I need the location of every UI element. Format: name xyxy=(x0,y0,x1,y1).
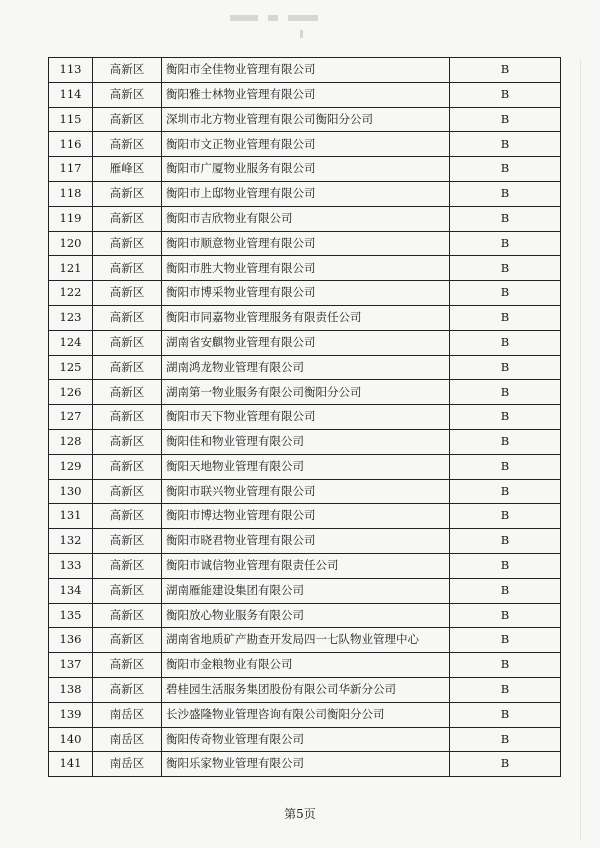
page-number: 第5页 xyxy=(284,807,316,821)
row-district: 高新区 xyxy=(93,479,162,504)
row-grade: B xyxy=(450,628,561,653)
row-number: 135 xyxy=(49,603,93,628)
row-grade: B xyxy=(450,429,561,454)
row-district: 高新区 xyxy=(93,603,162,628)
row-company-name: 湖南省地质矿产勘查开发局四一七队物业管理中心 xyxy=(162,628,450,653)
row-number: 122 xyxy=(49,281,93,306)
row-district: 高新区 xyxy=(93,330,162,355)
table-row xyxy=(49,702,561,727)
row-grade: B xyxy=(450,603,561,628)
row-number: 139 xyxy=(49,702,93,727)
row-number: 126 xyxy=(49,380,93,405)
row-grade: B xyxy=(450,281,561,306)
row-district: 高新区 xyxy=(93,504,162,529)
row-company-name: 衡阳市晓君物业管理有限公司 xyxy=(162,529,450,554)
row-grade: B xyxy=(450,479,561,504)
row-grade: B xyxy=(450,727,561,752)
table-row xyxy=(49,256,561,281)
row-company-name: 湖南鸿龙物业管理有限公司 xyxy=(162,355,450,380)
row-grade: B xyxy=(450,454,561,479)
row-company-name: 碧桂园生活服务集团股份有限公司华新分公司 xyxy=(162,677,450,702)
row-grade: B xyxy=(450,330,561,355)
row-number: 125 xyxy=(49,355,93,380)
table-row xyxy=(49,405,561,430)
row-grade: B xyxy=(450,752,561,777)
row-district: 高新区 xyxy=(93,429,162,454)
row-district: 高新区 xyxy=(93,355,162,380)
table-row xyxy=(49,330,561,355)
row-grade: B xyxy=(450,355,561,380)
row-district: 南岳区 xyxy=(93,702,162,727)
table-row xyxy=(49,305,561,330)
row-grade: B xyxy=(450,82,561,107)
row-company-name: 衡阳市全佳物业管理有限公司 xyxy=(162,58,450,83)
row-number: 141 xyxy=(49,752,93,777)
row-district: 高新区 xyxy=(93,578,162,603)
row-grade: B xyxy=(450,305,561,330)
row-number: 117 xyxy=(49,157,93,182)
row-number: 130 xyxy=(49,479,93,504)
row-number: 128 xyxy=(49,429,93,454)
row-grade: B xyxy=(450,157,561,182)
row-grade: B xyxy=(450,380,561,405)
row-district: 高新区 xyxy=(93,206,162,231)
row-district: 高新区 xyxy=(93,181,162,206)
table-row xyxy=(49,529,561,554)
row-company-name: 衡阳市广厦物业服务有限公司 xyxy=(162,157,450,182)
table-row xyxy=(49,231,561,256)
row-company-name: 湖南省安麒物业管理有限公司 xyxy=(162,330,450,355)
row-company-name: 湖南雁能建设集团有限公司 xyxy=(162,578,450,603)
table-row xyxy=(49,380,561,405)
row-company-name: 衡阳市胜大物业管理有限公司 xyxy=(162,256,450,281)
table-row xyxy=(49,281,561,306)
row-grade: B xyxy=(450,256,561,281)
row-number: 123 xyxy=(49,305,93,330)
table-row xyxy=(49,454,561,479)
row-grade: B xyxy=(450,405,561,430)
row-company-name: 衡阳天地物业管理有限公司 xyxy=(162,454,450,479)
row-company-name: 衡阳传奇物业管理有限公司 xyxy=(162,727,450,752)
row-number: 140 xyxy=(49,727,93,752)
row-district: 高新区 xyxy=(93,256,162,281)
row-company-name: 衡阳市博采物业管理有限公司 xyxy=(162,281,450,306)
table-row xyxy=(49,157,561,182)
row-district: 高新区 xyxy=(93,231,162,256)
row-company-name: 衡阳市同嘉物业管理服务有限责任公司 xyxy=(162,305,450,330)
row-grade: B xyxy=(450,702,561,727)
row-grade: B xyxy=(450,553,561,578)
row-company-name: 衡阳市博达物业管理有限公司 xyxy=(162,504,450,529)
row-number: 116 xyxy=(49,132,93,157)
row-company-name: 衡阳乐家物业管理有限公司 xyxy=(162,752,450,777)
table-row xyxy=(49,132,561,157)
row-company-name: 深圳市北方物业管理有限公司衡阳分公司 xyxy=(162,107,450,132)
row-company-name: 衡阳市吉欣物业有限公司 xyxy=(162,206,450,231)
row-grade: B xyxy=(450,132,561,157)
table-row xyxy=(49,107,561,132)
row-grade: B xyxy=(450,231,561,256)
row-company-name: 衡阳雅士林物业管理有限公司 xyxy=(162,82,450,107)
table-row xyxy=(49,504,561,529)
table-row xyxy=(49,628,561,653)
table-row xyxy=(49,479,561,504)
row-number: 131 xyxy=(49,504,93,529)
row-company-name: 衡阳佳和物业管理有限公司 xyxy=(162,429,450,454)
row-company-name: 衡阳市顺意物业管理有限公司 xyxy=(162,231,450,256)
row-number: 132 xyxy=(49,529,93,554)
row-number: 133 xyxy=(49,553,93,578)
scan-edge-line xyxy=(580,60,581,840)
scan-artifacts xyxy=(230,6,370,20)
row-district: 南岳区 xyxy=(93,752,162,777)
row-district: 雁峰区 xyxy=(93,157,162,182)
row-grade: B xyxy=(450,504,561,529)
row-district: 高新区 xyxy=(93,677,162,702)
row-grade: B xyxy=(450,653,561,678)
row-company-name: 衡阳市上邸物业管理有限公司 xyxy=(162,181,450,206)
row-number: 115 xyxy=(49,107,93,132)
row-district: 高新区 xyxy=(93,305,162,330)
table-row xyxy=(49,82,561,107)
row-grade: B xyxy=(450,206,561,231)
row-district: 高新区 xyxy=(93,281,162,306)
table-row xyxy=(49,603,561,628)
row-number: 113 xyxy=(49,58,93,83)
row-grade: B xyxy=(450,58,561,83)
row-company-name: 湖南第一物业服务有限公司衡阳分公司 xyxy=(162,380,450,405)
row-grade: B xyxy=(450,578,561,603)
row-district: 高新区 xyxy=(93,529,162,554)
row-company-name: 衡阳市诚信物业管理有限责任公司 xyxy=(162,553,450,578)
row-company-name: 衡阳市文正物业管理有限公司 xyxy=(162,132,450,157)
row-grade: B xyxy=(450,107,561,132)
row-district: 高新区 xyxy=(93,454,162,479)
row-number: 138 xyxy=(49,677,93,702)
table-row xyxy=(49,58,561,83)
row-district: 高新区 xyxy=(93,653,162,678)
table-row xyxy=(49,553,561,578)
row-number: 120 xyxy=(49,231,93,256)
table-row xyxy=(49,355,561,380)
row-number: 137 xyxy=(49,653,93,678)
row-number: 127 xyxy=(49,405,93,430)
row-company-name: 衡阳市联兴物业管理有限公司 xyxy=(162,479,450,504)
row-company-name: 长沙盛隆物业管理咨询有限公司衡阳分公司 xyxy=(162,702,450,727)
row-district: 高新区 xyxy=(93,132,162,157)
table-row xyxy=(49,429,561,454)
row-district: 高新区 xyxy=(93,405,162,430)
row-number: 136 xyxy=(49,628,93,653)
table-row xyxy=(49,677,561,702)
row-district: 高新区 xyxy=(93,82,162,107)
row-grade: B xyxy=(450,529,561,554)
row-number: 114 xyxy=(49,82,93,107)
row-number: 129 xyxy=(49,454,93,479)
table-row xyxy=(49,181,561,206)
rating-table-body xyxy=(49,58,561,777)
row-district: 高新区 xyxy=(93,628,162,653)
table-row xyxy=(49,206,561,231)
table-row xyxy=(49,752,561,777)
row-district: 南岳区 xyxy=(93,727,162,752)
table-row xyxy=(49,578,561,603)
row-number: 124 xyxy=(49,330,93,355)
row-number: 119 xyxy=(49,206,93,231)
rating-table xyxy=(48,57,561,777)
row-number: 121 xyxy=(49,256,93,281)
table-row xyxy=(49,727,561,752)
row-number: 134 xyxy=(49,578,93,603)
row-district: 高新区 xyxy=(93,380,162,405)
row-district: 高新区 xyxy=(93,58,162,83)
row-district: 高新区 xyxy=(93,553,162,578)
row-district: 高新区 xyxy=(93,107,162,132)
row-company-name: 衡阳放心物业服务有限公司 xyxy=(162,603,450,628)
row-number: 118 xyxy=(49,181,93,206)
row-grade: B xyxy=(450,677,561,702)
row-company-name: 衡阳市金粮物业有限公司 xyxy=(162,653,450,678)
row-grade: B xyxy=(450,181,561,206)
table-row xyxy=(49,653,561,678)
row-company-name: 衡阳市天下物业管理有限公司 xyxy=(162,405,450,430)
